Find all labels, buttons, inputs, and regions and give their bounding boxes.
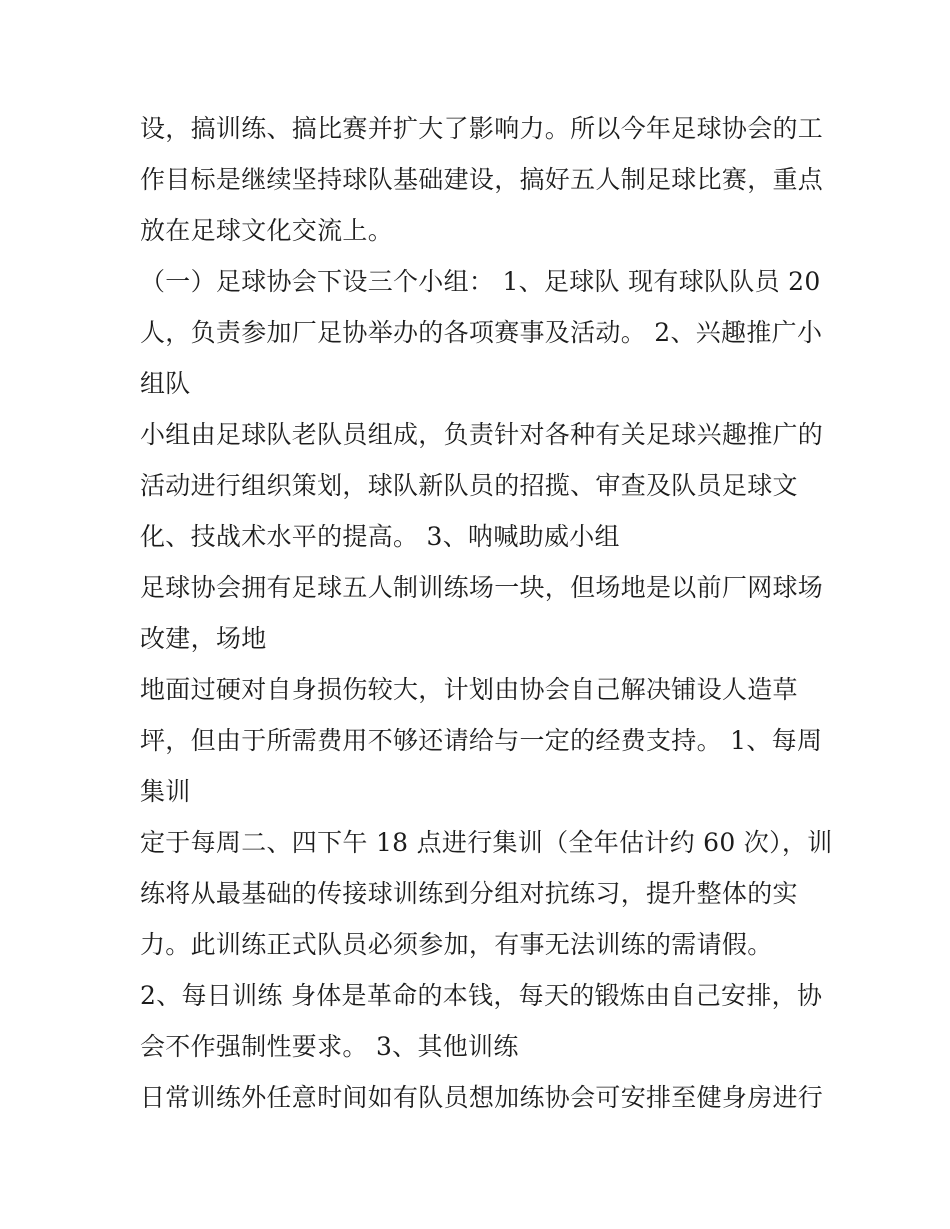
text-line: 放在足球文化交流上。: [140, 216, 394, 245]
document-body: [140, 103, 833, 1123]
text-line: 2、每日训练 身体是革命的本钱，每天的锻炼由自己安排，协: [140, 981, 823, 1010]
text-line: 定于每周二、四下午 18 点进行集训（全年估计约 60 次），训: [140, 828, 833, 857]
text-line: 会不作强制性要求。 3、其他训练: [140, 1032, 519, 1061]
text-line: 日常训练外任意时间如有队员想加练协会可安排至健身房进行: [140, 1083, 824, 1112]
text-line: 坪，但由于所需费用不够还请给与一定的经费支持。 1、每周: [140, 726, 823, 755]
text-line: 设，搞训练、搞比赛并扩大了影响力。所以今年足球协会的工: [140, 114, 824, 143]
text-line: 地面过硬对自身损伤较大，计划由协会自己解决铺设人造草: [140, 675, 798, 704]
text-line: 足球协会拥有足球五人制训练场一块，但场地是以前厂网球场: [140, 573, 824, 602]
text-line: 化、技战术水平的提高。 3、呐喊助威小组: [140, 522, 620, 551]
text-line: 活动进行组织策划，球队新队员的招揽、审查及队员足球文: [140, 471, 798, 500]
text-line: 小组由足球队老队员组成，负责针对各种有关足球兴趣推广的: [140, 420, 824, 449]
text-line: （一）足球协会下设三个小组： 1、足球队 现有球队队员 20: [140, 267, 821, 296]
text-line: 集训: [140, 777, 191, 806]
text-line: 作目标是继续坚持球队基础建设，搞好五人制足球比赛，重点: [140, 165, 824, 194]
text-line: 组队: [140, 369, 191, 398]
text-line: 力。此训练正式队员必须参加，有事无法训练的需请假。: [140, 930, 773, 959]
text-line: 人，负责参加厂足协举办的各项赛事及活动。 2、兴趣推广小: [140, 318, 823, 347]
text-line: 练将从最基础的传接球训练到分组对抗练习，提升整体的实: [140, 879, 798, 908]
text-line: 改建，场地: [140, 624, 267, 653]
